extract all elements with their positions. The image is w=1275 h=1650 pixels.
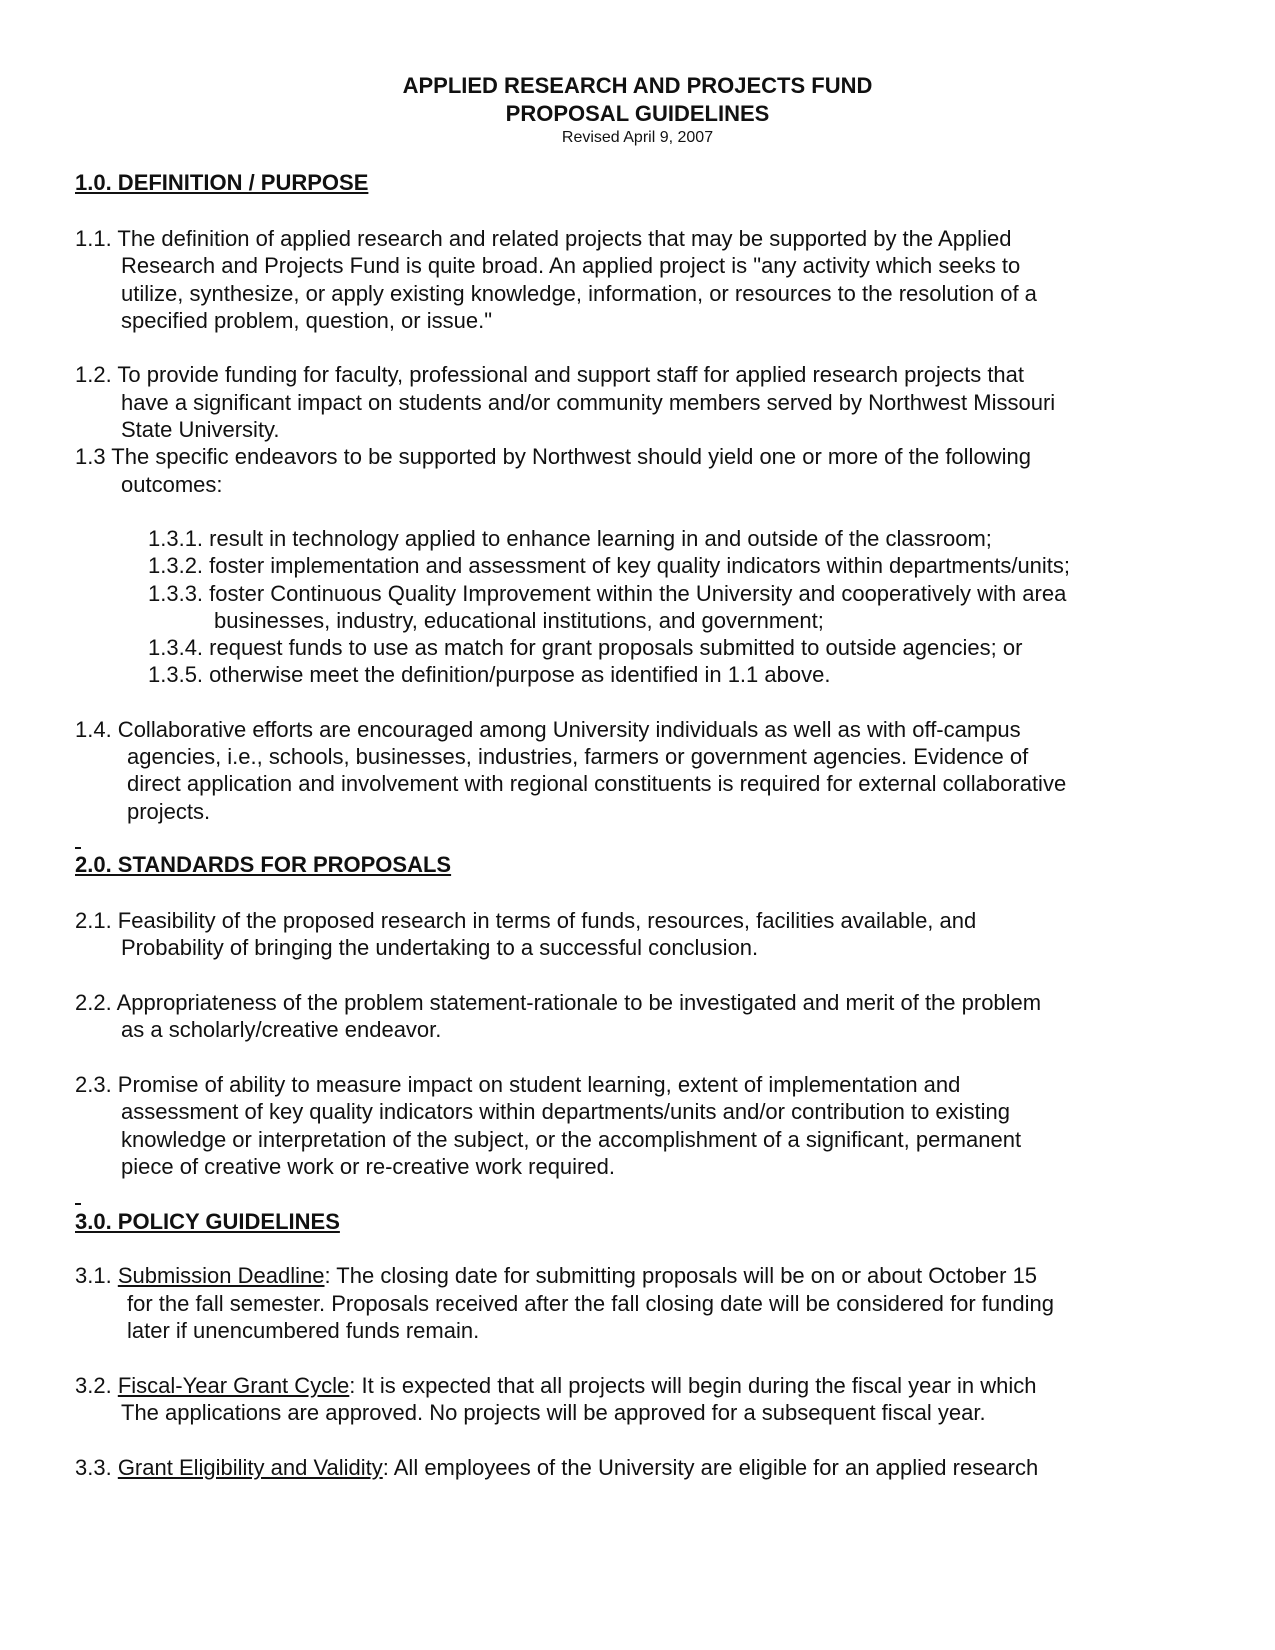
para-1-4-line: 1.4. Collaborative efforts are encouraged among University individuals as well as with off-campus: [75, 717, 1021, 742]
para-1-1-line: Research and Projects Fund is quite broad. An applied project is "any activity which seeks to: [121, 253, 1021, 278]
para-1-4-line: projects.: [127, 799, 211, 824]
para-1-1-line: 1.1. The definition of applied research and related projects that may be supported by the Applied: [75, 226, 1012, 251]
item-text: : It is expected that all projects will begin during the fiscal year in which: [349, 1373, 1037, 1398]
para-1-4-line: direct application and involvement with regional constituents is required for external collaborative: [127, 771, 1067, 796]
item-text: : All employees of the University are eligible for an applied research: [382, 1455, 1039, 1480]
section-heading-2: 2.0. STANDARDS FOR PROPOSALS: [75, 852, 452, 877]
outcome-item: 1.3.4. request funds to use as match for grant proposals submitted to outside agencies; or: [148, 635, 1023, 660]
item-number: 3.3.: [75, 1455, 118, 1480]
para-2-3-line: piece of creative work or re-creative work required.: [121, 1154, 615, 1179]
submission-deadline-term: Submission Deadline: [117, 1263, 325, 1288]
grant-eligibility-term: Grant Eligibility and Validity: [117, 1455, 383, 1480]
section-heading-1: 1.0. DEFINITION / PURPOSE: [75, 170, 369, 195]
stray-underline-mark: [75, 847, 81, 849]
para-2-3-line: assessment of key quality indicators within departments/units and/or contribution to existing: [121, 1099, 1011, 1124]
outcome-item: 1.3.2. foster implementation and assessment of key quality indicators within departments/units;: [148, 553, 1071, 578]
para-3-1-line: later if unencumbered funds remain.: [127, 1318, 480, 1343]
outcome-item: 1.3.3. foster Continuous Quality Improvement within the University and cooperatively with area: [148, 581, 1067, 606]
para-2-2-line: 2.2. Appropriateness of the problem statement-rationale to be investigated and merit of the problem: [75, 990, 1042, 1015]
outcome-item: 1.3.5. otherwise meet the definition/purpose as identified in 1.1 above.: [148, 662, 831, 687]
outcome-item: 1.3.1. result in technology applied to enhance learning in and outside of the classroom;: [148, 526, 992, 551]
para-1-4-line: agencies, i.e., schools, businesses, industries, farmers or government agencies. Evidence of: [127, 744, 1029, 769]
para-1-2-line: 1.2. To provide funding for faculty, professional and support staff for applied research projects that: [75, 362, 1025, 387]
para-2-2-line: as a scholarly/creative endeavor.: [121, 1017, 442, 1042]
document-title-line1: APPLIED RESEARCH AND PROJECTS FUND: [402, 73, 873, 98]
item-number: 3.1.: [75, 1263, 118, 1288]
revised-date: Revised April 9, 2007: [561, 129, 714, 146]
fiscal-year-grant-cycle-term: Fiscal-Year Grant Cycle: [117, 1373, 350, 1398]
para-2-1-line: Probability of bringing the undertaking to a successful conclusion.: [121, 935, 759, 960]
para-1-2-line: State University.: [121, 417, 280, 442]
section-heading-3: 3.0. POLICY GUIDELINES: [75, 1209, 340, 1234]
item-text: : The closing date for submitting proposals will be on or about October 15: [324, 1263, 1038, 1288]
para-3-2-line: The applications are approved. No projects will be approved for a subsequent fiscal year.: [121, 1400, 986, 1425]
para-3-1-line: for the fall semester. Proposals received after the fall closing date will be considered for funding: [127, 1291, 1054, 1316]
stray-underline-mark: [75, 1203, 81, 1205]
para-1-3-line: outcomes:: [121, 472, 223, 497]
item-number: 3.2.: [75, 1373, 118, 1398]
para-3-3-line: [75, 1455, 1038, 1481]
para-1-2-line: have a significant impact on students and/or community members served by Northwest Missouri: [121, 390, 1056, 415]
para-3-1-line: [75, 1263, 1037, 1289]
para-2-1-line: 2.1. Feasibility of the proposed research in terms of funds, resources, facilities available, and: [75, 908, 977, 933]
para-3-2-line: [75, 1373, 1037, 1399]
para-2-3-line: knowledge or interpretation of the subject, or the accomplishment of a significant, permanent: [121, 1127, 1022, 1152]
para-1-1-line: specified problem, question, or issue.": [121, 308, 493, 333]
outcome-item-continuation: businesses, industry, educational institutions, and government;: [214, 608, 824, 633]
para-2-3-line: 2.3. Promise of ability to measure impact on student learning, extent of implementation and: [75, 1072, 961, 1097]
para-1-3-line: 1.3 The specific endeavors to be supported by Northwest should yield one or more of the following: [75, 444, 1031, 469]
document-title-line2: PROPOSAL GUIDELINES: [505, 101, 770, 126]
para-1-1-line: utilize, synthesize, or apply existing knowledge, information, or resources to the resolution of a: [121, 281, 1037, 306]
